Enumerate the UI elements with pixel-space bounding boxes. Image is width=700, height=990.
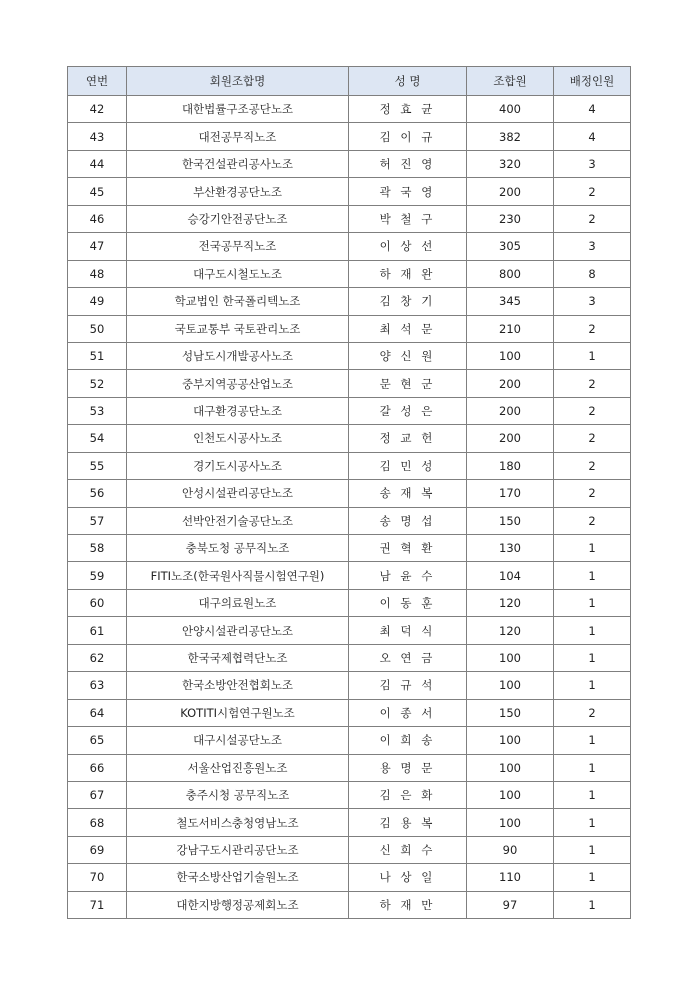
cell-serial: 53 (68, 397, 127, 424)
table-row (68, 150, 631, 177)
header-person-name: 성 명 (349, 67, 467, 96)
table-row (68, 342, 631, 369)
cell-members: 100 (467, 809, 554, 836)
header-row (68, 67, 631, 96)
cell-members: 345 (467, 288, 554, 315)
cell-serial: 68 (68, 809, 127, 836)
cell-person-name: 이 상 선 (349, 233, 467, 260)
table-row (68, 562, 631, 589)
cell-members: 210 (467, 315, 554, 342)
cell-members: 150 (467, 699, 554, 726)
cell-union-name: 안양시설관리공단노조 (127, 617, 349, 644)
cell-allocation: 2 (554, 425, 631, 452)
cell-person-name: 갈 성 은 (349, 397, 467, 424)
cell-person-name: 용 명 문 (349, 754, 467, 781)
cell-allocation: 1 (554, 562, 631, 589)
cell-person-name: 김 이 규 (349, 123, 467, 150)
cell-person-name: 김 은 화 (349, 781, 467, 808)
cell-members: 200 (467, 425, 554, 452)
cell-serial: 50 (68, 315, 127, 342)
cell-allocation: 1 (554, 535, 631, 562)
cell-union-name: 대구환경공단노조 (127, 397, 349, 424)
cell-union-name: 철도서비스충청영남노조 (127, 809, 349, 836)
table-row (68, 178, 631, 205)
table-row (68, 288, 631, 315)
cell-members: 400 (467, 96, 554, 123)
cell-allocation: 4 (554, 96, 631, 123)
cell-person-name: 김 용 복 (349, 809, 467, 836)
cell-union-name: 승강기안전공단노조 (127, 205, 349, 232)
cell-allocation: 3 (554, 150, 631, 177)
cell-serial: 56 (68, 480, 127, 507)
cell-allocation: 1 (554, 342, 631, 369)
table-row (68, 370, 631, 397)
cell-allocation: 1 (554, 589, 631, 616)
cell-members: 200 (467, 178, 554, 205)
cell-members: 100 (467, 781, 554, 808)
cell-members: 110 (467, 864, 554, 891)
cell-serial: 63 (68, 672, 127, 699)
cell-person-name: 이 희 송 (349, 727, 467, 754)
cell-union-name: 경기도시공사노조 (127, 452, 349, 479)
cell-members: 180 (467, 452, 554, 479)
cell-serial: 51 (68, 342, 127, 369)
cell-allocation: 2 (554, 178, 631, 205)
cell-members: 200 (467, 397, 554, 424)
cell-allocation: 2 (554, 205, 631, 232)
cell-serial: 57 (68, 507, 127, 534)
cell-union-name: 대전공무직노조 (127, 123, 349, 150)
cell-union-name: 안성시설관리공단노조 (127, 480, 349, 507)
cell-union-name: 학교법인 한국폴리텍노조 (127, 288, 349, 315)
cell-union-name: 중부지역공공산업노조 (127, 370, 349, 397)
cell-person-name: 권 혁 환 (349, 535, 467, 562)
table-row (68, 781, 631, 808)
cell-serial: 66 (68, 754, 127, 781)
cell-allocation: 1 (554, 836, 631, 863)
cell-person-name: 하 재 완 (349, 260, 467, 287)
cell-serial: 47 (68, 233, 127, 260)
cell-union-name: 한국국제협력단노조 (127, 644, 349, 671)
cell-union-name: 충북도청 공무직노조 (127, 535, 349, 562)
cell-allocation: 4 (554, 123, 631, 150)
cell-person-name: 문 현 군 (349, 370, 467, 397)
header-serial: 연번 (68, 67, 127, 96)
cell-members: 382 (467, 123, 554, 150)
cell-serial: 55 (68, 452, 127, 479)
cell-members: 320 (467, 150, 554, 177)
cell-allocation: 2 (554, 315, 631, 342)
cell-serial: 60 (68, 589, 127, 616)
cell-union-name: 서울산업진흥원노조 (127, 754, 349, 781)
cell-union-name: FITI노조(한국원사직물시험연구원) (127, 562, 349, 589)
cell-members: 120 (467, 589, 554, 616)
cell-person-name: 이 종 서 (349, 699, 467, 726)
cell-members: 100 (467, 644, 554, 671)
table-row (68, 836, 631, 863)
cell-person-name: 송 명 섭 (349, 507, 467, 534)
cell-allocation: 1 (554, 672, 631, 699)
table-row (68, 315, 631, 342)
cell-allocation: 2 (554, 452, 631, 479)
cell-person-name: 신 희 수 (349, 836, 467, 863)
cell-person-name: 김 민 성 (349, 452, 467, 479)
cell-serial: 64 (68, 699, 127, 726)
cell-members: 305 (467, 233, 554, 260)
cell-serial: 71 (68, 891, 127, 918)
cell-union-name: 한국소방안전협회노조 (127, 672, 349, 699)
cell-serial: 69 (68, 836, 127, 863)
table-row (68, 507, 631, 534)
table-row (68, 96, 631, 123)
cell-union-name: 성남도시개발공사노조 (127, 342, 349, 369)
cell-allocation: 2 (554, 480, 631, 507)
cell-members: 90 (467, 836, 554, 863)
cell-members: 200 (467, 370, 554, 397)
table-row (68, 644, 631, 671)
table-row (68, 864, 631, 891)
cell-members: 230 (467, 205, 554, 232)
table-row (68, 589, 631, 616)
table-row (68, 727, 631, 754)
cell-allocation: 2 (554, 507, 631, 534)
table-row (68, 397, 631, 424)
cell-serial: 44 (68, 150, 127, 177)
table-row (68, 452, 631, 479)
cell-union-name: 국토교통부 국토관리노조 (127, 315, 349, 342)
table-row (68, 809, 631, 836)
cell-union-name: 한국소방산업기술원노조 (127, 864, 349, 891)
cell-serial: 43 (68, 123, 127, 150)
cell-union-name: 충주시청 공무직노조 (127, 781, 349, 808)
cell-members: 170 (467, 480, 554, 507)
table-row (68, 672, 631, 699)
cell-allocation: 1 (554, 781, 631, 808)
table-row (68, 480, 631, 507)
cell-serial: 65 (68, 727, 127, 754)
cell-union-name: 대한법률구조공단노조 (127, 96, 349, 123)
cell-union-name: 선박안전기술공단노조 (127, 507, 349, 534)
cell-serial: 49 (68, 288, 127, 315)
cell-person-name: 나 상 일 (349, 864, 467, 891)
table-row (68, 260, 631, 287)
table-row (68, 205, 631, 232)
cell-person-name: 정 효 균 (349, 96, 467, 123)
cell-allocation: 1 (554, 809, 631, 836)
cell-person-name: 최 덕 식 (349, 617, 467, 644)
cell-serial: 46 (68, 205, 127, 232)
cell-allocation: 3 (554, 288, 631, 315)
table-body (68, 96, 631, 919)
cell-person-name: 양 신 원 (349, 342, 467, 369)
table-row (68, 425, 631, 452)
cell-allocation: 2 (554, 699, 631, 726)
cell-members: 130 (467, 535, 554, 562)
cell-person-name: 남 윤 수 (349, 562, 467, 589)
header-members: 조합원 (467, 67, 554, 96)
cell-union-name: 한국건설관리공사노조 (127, 150, 349, 177)
cell-person-name: 오 연 금 (349, 644, 467, 671)
cell-allocation: 1 (554, 891, 631, 918)
table-row (68, 891, 631, 918)
header-union-name: 회원조합명 (127, 67, 349, 96)
cell-union-name: 대구의료원노조 (127, 589, 349, 616)
cell-allocation: 1 (554, 754, 631, 781)
cell-serial: 52 (68, 370, 127, 397)
cell-serial: 58 (68, 535, 127, 562)
cell-members: 97 (467, 891, 554, 918)
cell-union-name: KOTITI시험연구원노조 (127, 699, 349, 726)
cell-members: 120 (467, 617, 554, 644)
cell-person-name: 이 동 훈 (349, 589, 467, 616)
cell-allocation: 2 (554, 370, 631, 397)
cell-person-name: 박 철 구 (349, 205, 467, 232)
cell-union-name: 전국공무직노조 (127, 233, 349, 260)
cell-person-name: 하 재 만 (349, 891, 467, 918)
cell-union-name: 부산환경공단노조 (127, 178, 349, 205)
cell-serial: 45 (68, 178, 127, 205)
cell-members: 150 (467, 507, 554, 534)
table-row (68, 754, 631, 781)
cell-allocation: 8 (554, 260, 631, 287)
cell-union-name: 대한지방행정공제회노조 (127, 891, 349, 918)
cell-allocation: 1 (554, 727, 631, 754)
cell-union-name: 인천도시공사노조 (127, 425, 349, 452)
cell-serial: 42 (68, 96, 127, 123)
cell-serial: 67 (68, 781, 127, 808)
cell-serial: 62 (68, 644, 127, 671)
table-row (68, 617, 631, 644)
table-row (68, 233, 631, 260)
cell-allocation: 1 (554, 864, 631, 891)
cell-allocation: 2 (554, 397, 631, 424)
cell-members: 104 (467, 562, 554, 589)
cell-serial: 48 (68, 260, 127, 287)
cell-union-name: 대구도시철도노조 (127, 260, 349, 287)
cell-allocation: 3 (554, 233, 631, 260)
cell-union-name: 대구시설공단노조 (127, 727, 349, 754)
cell-person-name: 곽 국 영 (349, 178, 467, 205)
cell-serial: 70 (68, 864, 127, 891)
cell-allocation: 1 (554, 644, 631, 671)
cell-members: 100 (467, 672, 554, 699)
cell-person-name: 송 재 복 (349, 480, 467, 507)
cell-person-name: 허 진 영 (349, 150, 467, 177)
cell-union-name: 강남구도시관리공단노조 (127, 836, 349, 863)
table-header (68, 67, 631, 96)
cell-person-name: 김 창 기 (349, 288, 467, 315)
cell-members: 100 (467, 727, 554, 754)
table-row (68, 123, 631, 150)
header-allocation: 배정인원 (554, 67, 631, 96)
cell-allocation: 1 (554, 617, 631, 644)
cell-members: 800 (467, 260, 554, 287)
cell-person-name: 정 교 헌 (349, 425, 467, 452)
union-roster-table (67, 66, 631, 919)
table-row (68, 699, 631, 726)
cell-members: 100 (467, 342, 554, 369)
cell-person-name: 김 규 석 (349, 672, 467, 699)
table-row (68, 535, 631, 562)
cell-members: 100 (467, 754, 554, 781)
cell-serial: 61 (68, 617, 127, 644)
cell-serial: 54 (68, 425, 127, 452)
cell-person-name: 최 석 문 (349, 315, 467, 342)
cell-serial: 59 (68, 562, 127, 589)
